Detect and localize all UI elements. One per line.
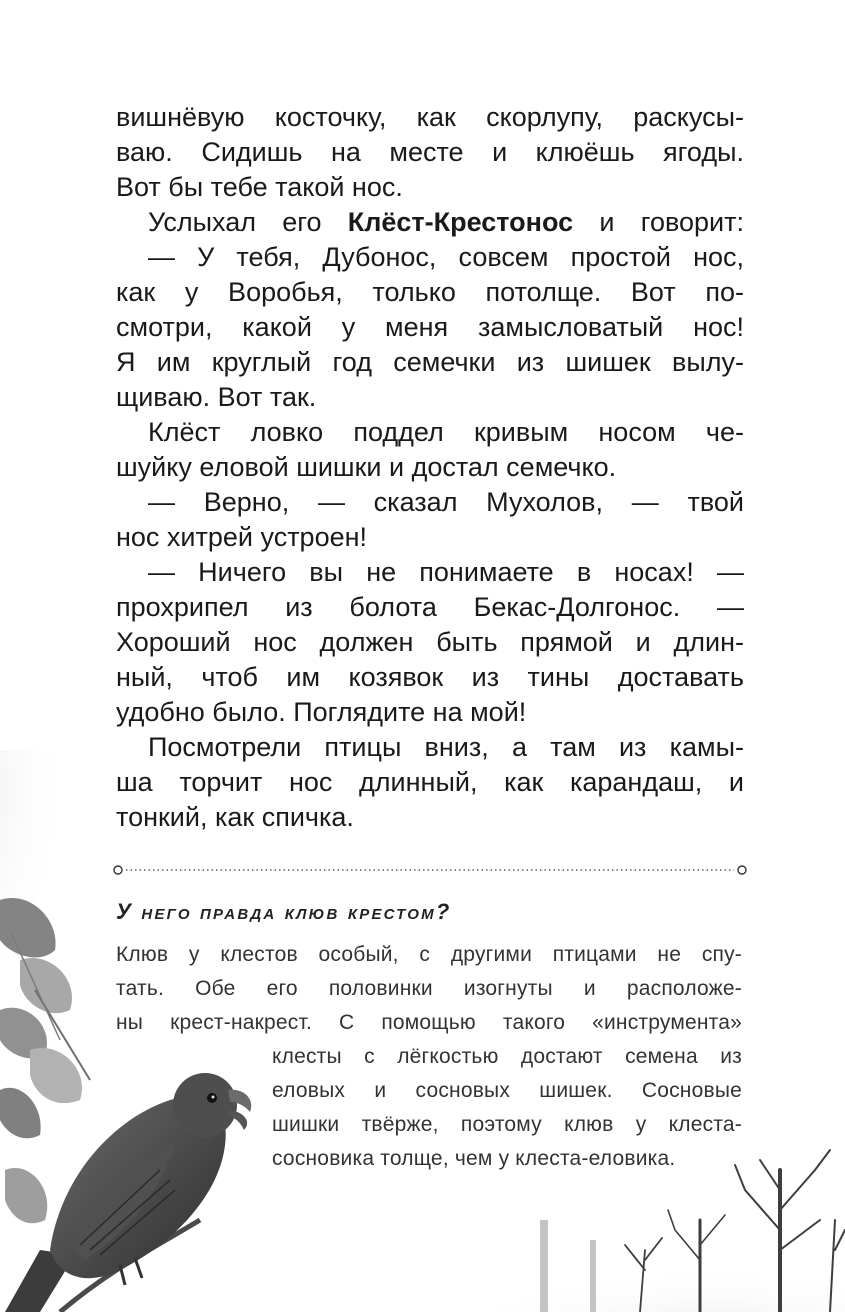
- info-box-title: У него правда клюв крестом?: [116, 899, 452, 924]
- story-line: Я им круглый год семечки из шишек вылу-: [116, 347, 744, 377]
- story-line: ваю. Сидишь на месте и клюёшь ягоды.: [116, 137, 744, 167]
- info-line: ны крест-накрест. С помощью такого «инструмента»: [116, 1011, 742, 1034]
- story-line: как у Воробья, только потолще. Вот по-: [116, 277, 744, 307]
- character-name: Клёст-Крестонос: [347, 207, 574, 237]
- story-line: — У тебя, Дубонос, совсем простой нос,: [148, 242, 744, 272]
- story-line: Вот бы тебе такой нос.: [116, 172, 403, 202]
- story-line: шуйку еловой шишки и достал семечко.: [116, 452, 617, 482]
- dotted-divider: [112, 864, 748, 876]
- story-line: вишнёвую косточку, как скорлупу, раскусы-: [116, 102, 744, 132]
- story-line: удобно было. Поглядите на мой!: [116, 697, 527, 727]
- story-line: — Ничего вы не понимаете в носах! —: [148, 557, 744, 587]
- info-line: сосновика толще, чем у клеста-еловика.: [272, 1147, 676, 1170]
- story-line: Клёст ловко поддел кривым носом че-: [148, 417, 744, 447]
- story-text: и говорит:: [599, 207, 744, 237]
- story-text: Услыхал его: [148, 207, 322, 237]
- story-line: прохрипел из болота Бекас-Долгонос. —: [116, 592, 744, 622]
- story-line: смотри, какой у меня замысловатый нос!: [116, 312, 744, 342]
- info-line: тать. Обе его половинки изогнуты и расположе-: [116, 977, 742, 1000]
- info-line: Клюв у клестов особый, с другими птицами не спу-: [116, 943, 742, 966]
- story-line: [148, 205, 744, 240]
- story-line: Хороший нос должен быть прямой и длин-: [116, 627, 744, 657]
- info-line: клесты с лёгкостью достают семена из: [272, 1045, 742, 1068]
- info-line: шишки твёрже, поэтому клюв у клеста-: [272, 1113, 742, 1136]
- story-line: щиваю. Вот так.: [116, 382, 317, 412]
- info-line: еловых и сосновых шишек. Сосновые: [272, 1079, 742, 1102]
- story-line: Посмотрели птицы вниз, а там из камы-: [148, 732, 744, 762]
- story-line: тонкий, как спичка.: [116, 802, 354, 832]
- story-line: нос хитрей устроен!: [116, 522, 368, 552]
- story-line: ный, чтоб им козявок из тины доставать: [116, 662, 744, 692]
- story-line: ша торчит нос длинный, как карандаш, и: [116, 767, 744, 797]
- story-line: — Верно, — сказал Мухолов, — твой: [148, 487, 744, 517]
